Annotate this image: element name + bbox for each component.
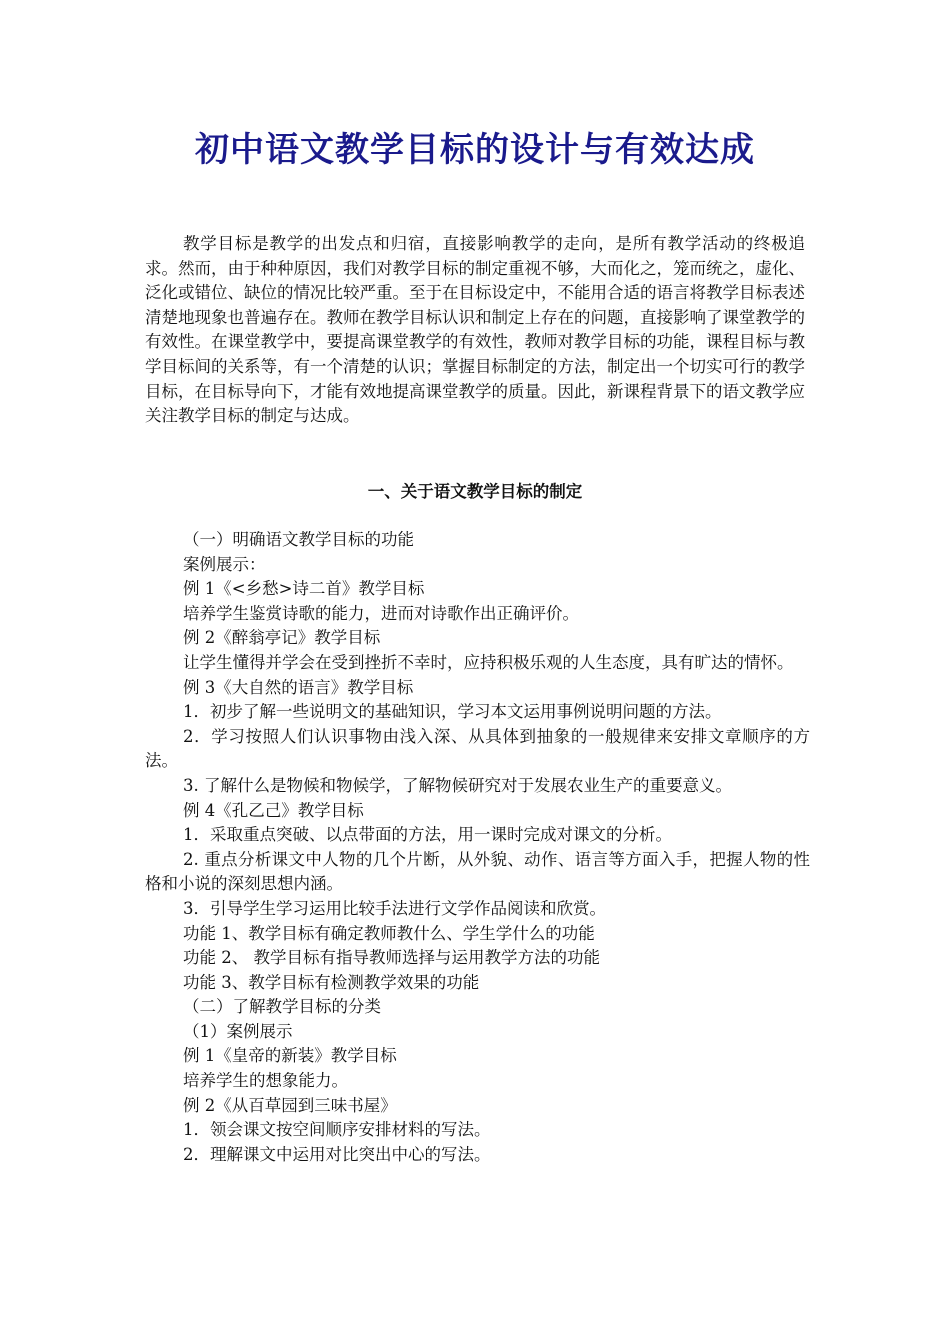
list-item: 1．领会课文按空间顺序安排材料的写法。 [183,1120,491,1140]
subsection-heading: （一）明确语文教学目标的功能 [183,530,414,549]
list-item: 1．采取重点突破、以点带面的方法，用一课时完成对课文的分析。 [183,825,672,845]
list-item: 2．理解课文中运用对比突出中心的写法。 [183,1144,491,1164]
example-heading: 例 2《从百草园到三味书屋》 [183,1095,397,1115]
list-item: 3．引导学生学习运用比较手法进行文学作品阅读和欣赏。 [183,898,606,918]
section-heading: 一、关于语文教学目标的制定 [367,482,583,501]
text-line: 案例展示： [183,554,266,574]
text-line: 培养学生鉴赏诗歌的能力，进而对诗歌作出正确评价。 [183,603,579,623]
list-item: 2．学习按照人们认识事物由浅入深、从具体到抽象的一般规律来安排文章顺序的方法。 [145,726,810,771]
document-title: 初中语文教学目标的设计与有效达成 [195,130,755,170]
example-heading: 例 2《醉翁亭记》教学目标 [183,628,381,648]
function-item: 功能 3、教学目标有检测教学效果的功能 [183,972,480,992]
list-item: 3. 了解什么是物候和物候学，了解物候研究对于发展农业生产的重要意义。 [183,775,732,795]
subsection-heading: （二）了解教学目标的分类 [183,997,381,1017]
text-line: 培养学生的想象能力。 [183,1071,348,1091]
content-body [145,528,810,1167]
example-heading: 例 3《大自然的语言》教学目标 [183,677,414,697]
intro-paragraph: 教学目标是教学的出发点和归宿，直接影响教学的走向，是所有教学活动的终极追求。然而，由于种种原因，我们对教学目标的制定重视不够，大而化之，笼而统之，虚化、泛化或错位、缺位的情况比较严重。至于在目标设定中，不能用合适的语言将教学目标表述清楚地现象也普遍存在。教师在教学目标认识和制定上存在的问题，直接影响了课堂教学的有效性。在课堂教学中，要提高课堂教学的有效性，教师对教学目标的功能，课程目标与教学目标间的关系等，有一个清楚的认识；掌握目标制定的方法，制定出一个切实可行的教学目标，在目标导向下，才能有效地提高课堂教学的质量。因此，新课程背景下的语文教学应关注教学目标的制定与达成。 [145,234,805,426]
example-heading: 例 4《孔乙己》教学目标 [183,800,364,820]
text-paragraph: 让学生懂得并学会在受到挫折不幸时，应持积极乐观的人生态度，具有旷达的情怀。 [183,652,794,672]
subsection-heading: （1）案例展示 [183,1021,293,1041]
list-item: 2. 重点分析课文中人物的几个片断，从外貌、动作、语言等方面入手，把握人物的性格和小说的深刻思想内涵。 [145,849,810,894]
function-item: 功能 1、教学目标有确定教师教什么、学生学什么的功能 [183,923,595,943]
list-item: 1．初步了解一些说明文的基础知识，学习本文运用事例说明问题的方法。 [183,702,722,722]
example-heading: 例 1《<乡愁>诗二首》教学目标 [183,579,425,599]
example-heading: 例 1《皇帝的新装》教学目标 [183,1046,397,1066]
function-item: 功能 2、 教学目标有指导教师选择与运用教学方法的功能 [183,948,600,968]
